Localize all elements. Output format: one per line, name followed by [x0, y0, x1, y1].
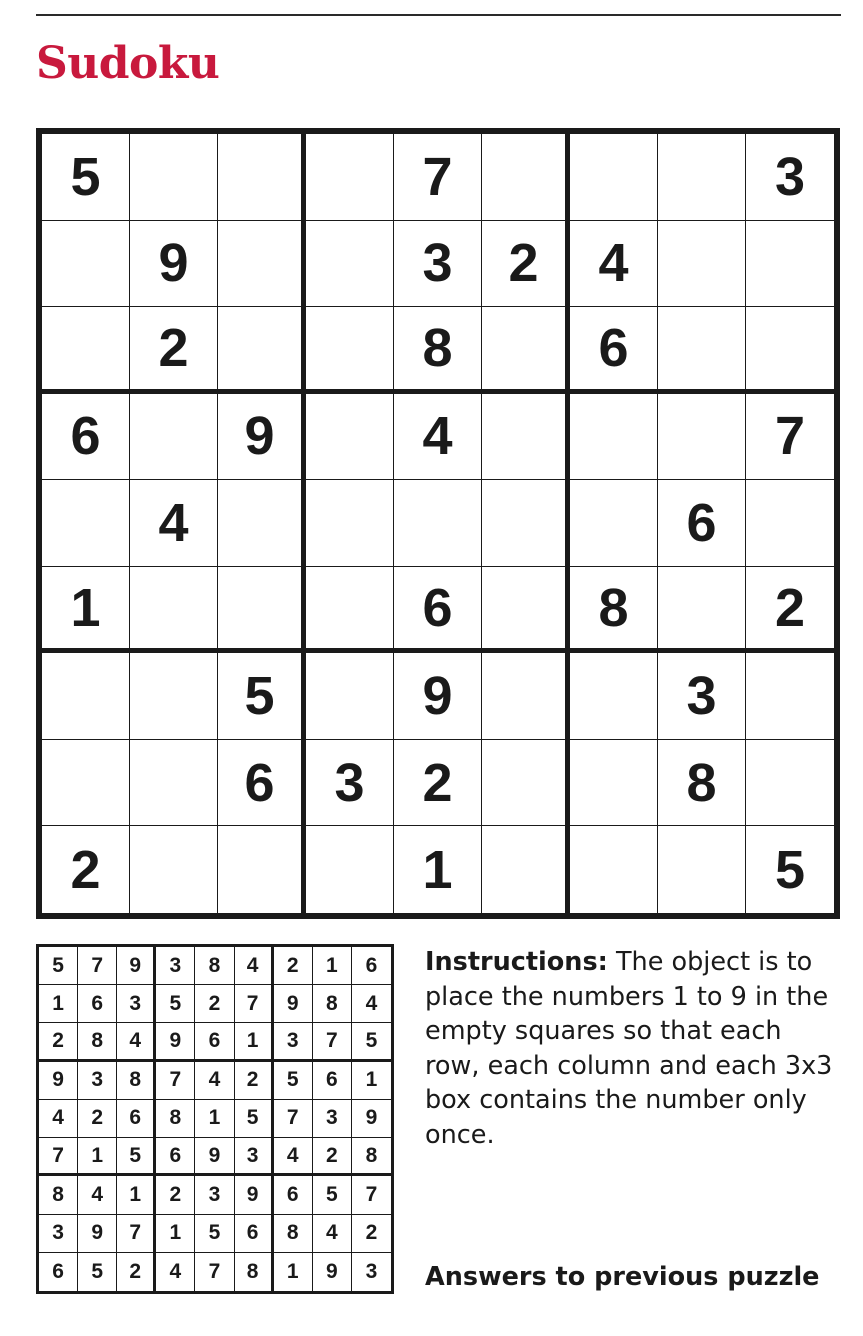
sudoku-cell-r6-c2[interactable] [130, 567, 218, 654]
answer-cell-r5-c7: 7 [274, 1100, 313, 1138]
answer-cell-r7-c7: 6 [274, 1176, 313, 1214]
sudoku-cell-r3-c9[interactable] [746, 307, 834, 394]
sudoku-cell-r6-c6[interactable] [482, 567, 570, 654]
answer-cell-r4-c8: 6 [313, 1062, 352, 1100]
answer-cell-r6-c4: 6 [156, 1138, 195, 1176]
sudoku-cell-r9-c8[interactable] [658, 826, 746, 913]
answer-cell-r8-c7: 8 [274, 1215, 313, 1253]
answer-cell-r8-c8: 4 [313, 1215, 352, 1253]
answer-cell-r1-c8: 1 [313, 947, 352, 985]
answer-cell-r1-c2: 7 [78, 947, 117, 985]
sudoku-cell-r8-c9[interactable] [746, 740, 834, 827]
sudoku-cell-r3-c7: 6 [570, 307, 658, 394]
answer-cell-r7-c9: 7 [352, 1176, 391, 1214]
answer-cell-r9-c1: 6 [39, 1253, 78, 1291]
answer-cell-r2-c6: 7 [235, 985, 274, 1023]
answer-cell-r4-c4: 7 [156, 1062, 195, 1100]
answer-cell-r9-c2: 5 [78, 1253, 117, 1291]
answer-cell-r4-c5: 4 [195, 1062, 234, 1100]
sudoku-cell-r2-c8[interactable] [658, 221, 746, 308]
answer-cell-r8-c5: 5 [195, 1215, 234, 1253]
answer-cell-r5-c2: 2 [78, 1100, 117, 1138]
sudoku-cell-r9-c1: 2 [42, 826, 130, 913]
answer-cell-r8-c3: 7 [117, 1215, 156, 1253]
sudoku-cell-r8-c4: 3 [306, 740, 394, 827]
sudoku-cell-r8-c5: 2 [394, 740, 482, 827]
answer-cell-r1-c9: 6 [352, 947, 391, 985]
answer-cell-r8-c2: 9 [78, 1215, 117, 1253]
answer-cell-r1-c5: 8 [195, 947, 234, 985]
sudoku-cell-r1-c7[interactable] [570, 134, 658, 221]
sudoku-cell-r8-c2[interactable] [130, 740, 218, 827]
sudoku-cell-r4-c1: 6 [42, 394, 130, 481]
sudoku-cell-r2-c7: 4 [570, 221, 658, 308]
sudoku-cell-r6-c3[interactable] [218, 567, 306, 654]
answer-cell-r2-c7: 9 [274, 985, 313, 1023]
answer-cell-r7-c8: 5 [313, 1176, 352, 1214]
sudoku-cell-r3-c2: 2 [130, 307, 218, 394]
answer-cell-r9-c3: 2 [117, 1253, 156, 1291]
sudoku-cell-r4-c6[interactable] [482, 394, 570, 481]
answer-cell-r4-c7: 5 [274, 1062, 313, 1100]
answer-cell-r5-c3: 6 [117, 1100, 156, 1138]
answer-cell-r1-c4: 3 [156, 947, 195, 985]
sudoku-cell-r7-c5: 9 [394, 653, 482, 740]
sudoku-cell-r8-c1[interactable] [42, 740, 130, 827]
answer-cell-r2-c3: 3 [117, 985, 156, 1023]
sudoku-cell-r6-c7: 8 [570, 567, 658, 654]
sudoku-cell-r1-c4[interactable] [306, 134, 394, 221]
answer-cell-r8-c9: 2 [352, 1215, 391, 1253]
answer-cell-r5-c8: 3 [313, 1100, 352, 1138]
answer-cell-r5-c9: 9 [352, 1100, 391, 1138]
sudoku-cell-r9-c7[interactable] [570, 826, 658, 913]
sudoku-cell-r5-c1[interactable] [42, 480, 130, 567]
answer-cell-r3-c6: 1 [235, 1023, 274, 1061]
answer-cell-r2-c5: 2 [195, 985, 234, 1023]
answer-cell-r5-c4: 8 [156, 1100, 195, 1138]
sudoku-cell-r4-c8[interactable] [658, 394, 746, 481]
sudoku-cell-r9-c6[interactable] [482, 826, 570, 913]
sudoku-cell-r7-c8: 3 [658, 653, 746, 740]
sudoku-cell-r2-c4[interactable] [306, 221, 394, 308]
sudoku-grid [36, 128, 840, 919]
answer-cell-r5-c6: 5 [235, 1100, 274, 1138]
answer-cell-r4-c6: 2 [235, 1062, 274, 1100]
answer-cell-r9-c4: 4 [156, 1253, 195, 1291]
sudoku-cell-r6-c4[interactable] [306, 567, 394, 654]
answer-cell-r3-c7: 3 [274, 1023, 313, 1061]
sudoku-cell-r1-c9: 3 [746, 134, 834, 221]
sudoku-cell-r6-c1: 1 [42, 567, 130, 654]
sudoku-cell-r7-c6[interactable] [482, 653, 570, 740]
sudoku-cell-r1-c3[interactable] [218, 134, 306, 221]
answers-caption: Answers to previous puzzle [425, 1262, 820, 1292]
sudoku-cell-r3-c8[interactable] [658, 307, 746, 394]
sudoku-cell-r7-c1[interactable] [42, 653, 130, 740]
sudoku-cell-r4-c3: 9 [218, 394, 306, 481]
answer-cell-r6-c7: 4 [274, 1138, 313, 1176]
sudoku-cell-r5-c4[interactable] [306, 480, 394, 567]
answer-cell-r7-c2: 4 [78, 1176, 117, 1214]
sudoku-cell-r2-c2: 9 [130, 221, 218, 308]
sudoku-cell-r6-c5: 6 [394, 567, 482, 654]
instructions [425, 945, 835, 1152]
answer-cell-r1-c1: 5 [39, 947, 78, 985]
sudoku-cell-r4-c2[interactable] [130, 394, 218, 481]
answer-cell-r7-c4: 2 [156, 1176, 195, 1214]
sudoku-cell-r5-c8: 6 [658, 480, 746, 567]
answer-cell-r9-c8: 9 [313, 1253, 352, 1291]
sudoku-cell-r8-c6[interactable] [482, 740, 570, 827]
sudoku-cell-r3-c3[interactable] [218, 307, 306, 394]
sudoku-cell-r4-c7[interactable] [570, 394, 658, 481]
sudoku-cell-r6-c8[interactable] [658, 567, 746, 654]
sudoku-cell-r9-c9: 5 [774, 839, 806, 900]
answer-cell-r5-c1: 4 [39, 1100, 78, 1138]
sudoku-cell-r1-c1: 5 [42, 134, 130, 221]
answer-cell-r6-c1: 7 [39, 1138, 78, 1176]
sudoku-cell-r6-c9: 2 [746, 567, 834, 654]
answer-cell-r3-c4: 9 [156, 1023, 195, 1061]
top-rule [36, 14, 841, 16]
sudoku-cell-r5-c7[interactable] [570, 480, 658, 567]
answer-cell-r2-c2: 6 [78, 985, 117, 1023]
instructions-lead: Instructions: [425, 947, 608, 977]
sudoku-cell-r5-c3[interactable] [218, 480, 306, 567]
puzzle-title: Sudoku [36, 38, 220, 89]
answer-cell-r1-c7: 2 [274, 947, 313, 985]
sudoku-cell-r4-c4[interactable] [306, 394, 394, 481]
answer-cell-r7-c1: 8 [39, 1176, 78, 1214]
answer-cell-r3-c8: 7 [313, 1023, 352, 1061]
sudoku-cell-r4-c5: 4 [394, 394, 482, 481]
sudoku-cell-r7-c7[interactable] [570, 653, 658, 740]
sudoku-cell-r3-c4[interactable] [306, 307, 394, 394]
answer-cell-r3-c9: 5 [352, 1023, 391, 1061]
sudoku-cell-r1-c2[interactable] [130, 134, 218, 221]
sudoku-cell-r9-c3[interactable] [218, 826, 306, 913]
answer-cell-r8-c6: 6 [235, 1215, 274, 1253]
answer-cell-r6-c2: 1 [78, 1138, 117, 1176]
sudoku-cell-r8-c8: 8 [658, 740, 746, 827]
answer-cell-r7-c6: 9 [235, 1176, 274, 1214]
answer-cell-r4-c3: 8 [117, 1062, 156, 1100]
answer-cell-r8-c1: 3 [39, 1215, 78, 1253]
sudoku-cell-r3-c5: 8 [394, 307, 482, 394]
answer-grid [36, 944, 394, 1294]
sudoku-cell-r9-c4[interactable] [306, 826, 394, 913]
answer-cell-r9-c6: 8 [235, 1253, 274, 1291]
answer-cell-r9-c9: 3 [365, 1259, 378, 1283]
instructions-body: The object is to place the numbers 1 to 9 in the empty squares so that each row, each column and each 3x3 box contains the number only once. [425, 947, 833, 1150]
answer-cell-r6-c8: 2 [313, 1138, 352, 1176]
answer-cell-r8-c4: 1 [156, 1215, 195, 1253]
sudoku-cell-r9-c5: 1 [394, 826, 482, 913]
answer-cell-r2-c9: 4 [352, 985, 391, 1023]
answer-cell-r4-c9: 1 [352, 1062, 391, 1100]
answer-cell-r3-c1: 2 [39, 1023, 78, 1061]
sudoku-cell-r8-c3: 6 [218, 740, 306, 827]
sudoku-cell-r5-c5[interactable] [394, 480, 482, 567]
sudoku-cell-r3-c6[interactable] [482, 307, 570, 394]
sudoku-cell-r7-c2[interactable] [130, 653, 218, 740]
sudoku-cell-r7-c3: 5 [218, 653, 306, 740]
answer-cell-r3-c3: 4 [117, 1023, 156, 1061]
answer-cell-r2-c1: 1 [39, 985, 78, 1023]
sudoku-cell-r2-c5: 3 [394, 221, 482, 308]
sudoku-cell-r5-c6[interactable] [482, 480, 570, 567]
sudoku-cell-r1-c8[interactable] [658, 134, 746, 221]
sudoku-cell-r9-c2[interactable] [130, 826, 218, 913]
sudoku-cell-r2-c9[interactable] [746, 221, 834, 308]
answer-cell-r3-c5: 6 [195, 1023, 234, 1061]
answer-cell-r6-c3: 5 [117, 1138, 156, 1176]
answer-cell-r4-c1: 9 [39, 1062, 78, 1100]
answer-cell-r2-c8: 8 [313, 985, 352, 1023]
answer-cell-r5-c5: 1 [195, 1100, 234, 1138]
answer-cell-r1-c6: 4 [235, 947, 274, 985]
sudoku-cell-r1-c6[interactable] [482, 134, 570, 221]
answer-cell-r7-c5: 3 [195, 1176, 234, 1214]
sudoku-cell-r2-c1[interactable] [42, 221, 130, 308]
sudoku-cell-r7-c4[interactable] [306, 653, 394, 740]
answer-cell-r7-c3: 1 [117, 1176, 156, 1214]
answer-cell-r1-c3: 9 [117, 947, 156, 985]
answer-cell-r2-c4: 5 [156, 985, 195, 1023]
answer-cell-r6-c6: 3 [235, 1138, 274, 1176]
sudoku-cell-r3-c1[interactable] [42, 307, 130, 394]
sudoku-cell-r2-c6: 2 [482, 221, 570, 308]
sudoku-cell-r7-c9[interactable] [746, 653, 834, 740]
answer-cell-r9-c5: 7 [195, 1253, 234, 1291]
answer-cell-r6-c9: 8 [352, 1138, 391, 1176]
sudoku-cell-r4-c9: 7 [746, 394, 834, 481]
sudoku-cell-r8-c7[interactable] [570, 740, 658, 827]
sudoku-cell-r2-c3[interactable] [218, 221, 306, 308]
answer-cell-r6-c5: 9 [195, 1138, 234, 1176]
answer-cell-r9-c7: 1 [274, 1253, 313, 1291]
answer-cell-r4-c2: 3 [78, 1062, 117, 1100]
sudoku-cell-r5-c9[interactable] [746, 480, 834, 567]
answer-cell-r3-c2: 8 [78, 1023, 117, 1061]
sudoku-cell-r5-c2: 4 [130, 480, 218, 567]
sudoku-cell-r1-c5: 7 [394, 134, 482, 221]
